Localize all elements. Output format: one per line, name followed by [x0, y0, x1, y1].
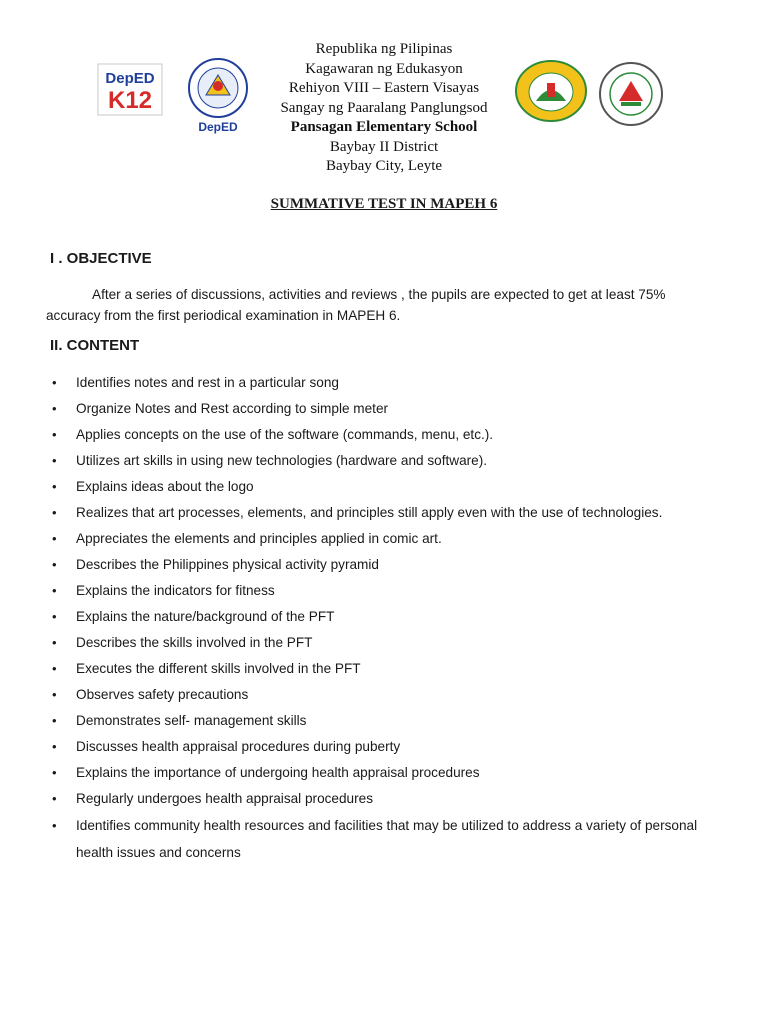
bullet-icon: • — [52, 635, 57, 650]
bullet-icon: • — [52, 479, 57, 494]
list-item — [48, 708, 698, 734]
list-item — [48, 552, 698, 578]
content-heading: II. CONTENT — [50, 337, 140, 354]
school-header — [0, 40, 768, 177]
bullet-icon: • — [52, 401, 57, 416]
list-item — [48, 760, 698, 786]
bullet-icon: • — [52, 713, 57, 728]
list-item — [48, 578, 698, 604]
list-item-text: Explains the importance of undergoing health appraisal procedures — [76, 765, 480, 780]
bullet-icon: • — [52, 818, 57, 833]
list-item-text: Identifies community health resources and facilities that may be utilized to address a variety of personal health issues and concerns — [76, 818, 698, 860]
list-item — [48, 682, 698, 708]
list-item-text: Explains the indicators for fitness — [76, 583, 275, 598]
list-item-text: Discusses health appraisal procedures during puberty — [76, 739, 401, 754]
list-item-text: Observes safety precautions — [76, 687, 249, 702]
list-item-text: Explains ideas about the logo — [76, 479, 254, 494]
list-item-text: Organize Notes and Rest according to simple meter — [76, 401, 389, 416]
bullet-icon: • — [52, 427, 57, 442]
bullet-icon: • — [52, 453, 57, 468]
bullet-icon: • — [52, 583, 57, 598]
objective-paragraph — [46, 284, 706, 326]
header-department: Kagawaran ng Edukasyon — [305, 60, 463, 77]
header-republic: Republika ng Pilipinas — [315, 41, 453, 57]
list-item-text: Realizes that art processes, elements, and principles still apply even with the use of technologies. — [76, 505, 663, 520]
list-item-text: Applies concepts on the use of the software (commands, menu, etc.). — [76, 427, 494, 442]
bullet-icon: • — [52, 765, 57, 780]
list-item — [48, 500, 698, 526]
list-item-text: Describes the Philippines physical activity pyramid — [76, 557, 379, 572]
list-item — [48, 604, 698, 630]
list-item-text: Describes the skills involved in the PFT — [76, 635, 313, 650]
list-item — [48, 448, 698, 474]
list-item-text: Appreciates the elements and principles applied in comic art. — [76, 531, 442, 546]
bullet-icon: • — [52, 687, 57, 702]
list-item — [48, 474, 698, 500]
list-item — [48, 812, 698, 866]
list-item — [48, 734, 698, 760]
bullet-icon: • — [52, 375, 57, 390]
list-item — [48, 396, 698, 422]
deped-seal-caption: DepED — [198, 120, 238, 134]
bullet-icon: • — [52, 557, 57, 572]
bullet-icon: • — [52, 661, 57, 676]
bullet-icon: • — [52, 739, 57, 754]
header-school: Pansagan Elementary School — [290, 119, 478, 135]
document-title: SUMMATIVE TEST IN MAPEH 6 — [270, 196, 498, 212]
content-list — [48, 370, 698, 866]
list-item-text: Utilizes art skills in using new technologies (hardware and software). — [76, 453, 488, 468]
header-city: Baybay City, Leyte — [325, 158, 443, 174]
list-item — [48, 786, 698, 812]
bullet-icon: • — [52, 505, 57, 520]
list-item-text: Demonstrates self- management skills — [76, 713, 307, 728]
bullet-icon: • — [52, 531, 57, 546]
list-item — [48, 656, 698, 682]
deped-k12-logo-top: DepED — [105, 70, 155, 87]
list-item — [48, 526, 698, 552]
list-item-text: Regularly undergoes health appraisal procedures — [76, 791, 373, 806]
objective-text: After a series of discussions, activities and reviews , the pupils are expected to get at least 75% accuracy from the first periodical examination in MAPEH 6. — [46, 287, 666, 323]
header-district: Baybay II District — [329, 138, 439, 155]
objective-heading: I . OBJECTIVE — [50, 250, 152, 267]
list-item — [48, 630, 698, 656]
list-item — [48, 370, 698, 396]
bullet-icon: • — [52, 609, 57, 624]
list-item — [48, 422, 698, 448]
header-region: Rehiyon VIII – Eastern Visayas — [288, 80, 480, 96]
list-item-text: Executes the different skills involved in the PFT — [76, 661, 361, 676]
list-item-text: Identifies notes and rest in a particular song — [76, 375, 339, 390]
header-division: Sangay ng Paaralang Panglungsod — [280, 99, 488, 116]
bullet-icon: • — [52, 791, 57, 806]
deped-k12-logo-bottom: K12 — [107, 87, 153, 114]
list-item-text: Explains the nature/background of the PFT — [76, 609, 335, 624]
